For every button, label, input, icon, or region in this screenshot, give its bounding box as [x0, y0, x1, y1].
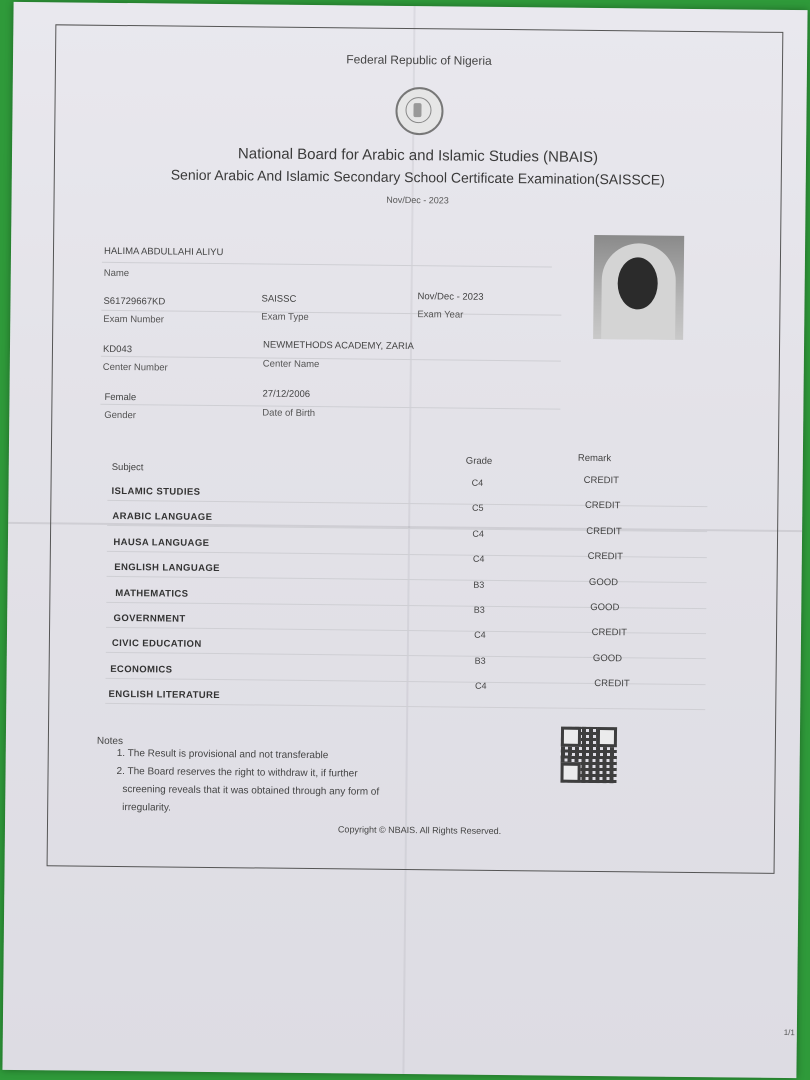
exam-title: Senior Arabic And Islamic Secondary School Certificate Examination(SAISSCE): [170, 166, 665, 188]
dob-label: Date of Birth: [262, 407, 316, 420]
exam-type-label: Exam Type: [261, 311, 309, 323]
notes-title: Notes: [96, 735, 124, 748]
qr-finder: [560, 763, 580, 783]
remark-cell: CREDIT: [587, 551, 624, 563]
copyright: Copyright © NBAIS. All Rights Reserved.: [337, 824, 502, 837]
subject-cell: ENGLISH LITERATURE: [108, 689, 221, 702]
certificate-sheet: [2, 2, 807, 1078]
grade-cell: C4: [472, 528, 485, 539]
qr-finder: [561, 727, 581, 747]
subject-cell: ENGLISH LANGUAGE: [114, 562, 220, 575]
subject-cell: HAUSA LANGUAGE: [113, 536, 210, 549]
board-title: National Board for Arabic and Islamic Studies (NBAIS): [237, 145, 599, 167]
subject-cell: MATHEMATICS: [115, 587, 189, 600]
divider: [101, 310, 561, 316]
grade-cell: B3: [473, 579, 485, 590]
exam-number-value: S61729667KD: [103, 295, 166, 308]
candidate-name-label: Name: [103, 267, 130, 280]
remark-cell: GOOD: [588, 576, 619, 588]
note-line: 2. The Board reserves the right to withdraw it, if further: [116, 765, 358, 780]
center-number-label: Center Number: [102, 361, 168, 374]
exam-session: Nov/Dec - 2023: [386, 194, 449, 206]
remark-cell: GOOD: [590, 601, 620, 614]
qr-finder: [597, 727, 617, 747]
exam-number-label: Exam Number: [103, 313, 165, 326]
nbais-seal-icon: [395, 87, 444, 136]
center-number-value: KD043: [102, 343, 133, 356]
dob-value: 27/12/2006: [262, 388, 311, 400]
grade-cell: B3: [473, 604, 485, 615]
grade-cell: C4: [471, 477, 484, 488]
exam-year-value: Nov/Dec - 2023: [417, 291, 484, 303]
note-line: irregularity.: [122, 802, 171, 814]
exam-type-value: SAISSC: [261, 293, 297, 305]
grade-header: Grade: [465, 455, 493, 467]
divider: [100, 404, 560, 410]
note-line: screening reveals that it was obtained through any form of: [122, 784, 380, 798]
country-title: Federal Republic of Nigeria: [346, 52, 492, 68]
remark-cell: CREDIT: [583, 474, 620, 487]
grade-cell: C4: [475, 680, 487, 692]
page-number: 1/1: [783, 1027, 795, 1038]
subject-cell: ECONOMICS: [110, 663, 173, 676]
gender-label: Gender: [104, 409, 137, 422]
subject-cell: ISLAMIC STUDIES: [111, 485, 201, 498]
candidate-name-value: HALIMA ABDULLAHI ALIYU: [103, 245, 224, 259]
center-name-value: NEWMETHODS ACADEMY, ZARIA: [262, 339, 414, 353]
remark-header: Remark: [577, 452, 612, 465]
grade-cell: B3: [474, 655, 486, 666]
grade-cell: C5: [471, 503, 484, 514]
divider: [101, 356, 561, 362]
qr-code-icon: [560, 727, 617, 784]
subject-cell: GOVERNMENT: [113, 612, 186, 625]
remark-cell: GOOD: [592, 652, 623, 665]
remark-cell: CREDIT: [594, 678, 630, 690]
remark-cell: CREDIT: [584, 500, 621, 512]
subject-cell: ARABIC LANGUAGE: [112, 511, 213, 524]
divider: [102, 262, 552, 268]
gender-value: Female: [104, 391, 137, 404]
center-name-label: Center Name: [262, 358, 320, 371]
remark-cell: CREDIT: [591, 627, 628, 639]
subject-cell: CIVIC EDUCATION: [111, 638, 202, 651]
exam-year-label: Exam Year: [417, 309, 464, 321]
grade-cell: C4: [472, 553, 485, 565]
note-line: 1. The Result is provisional and not transferable: [116, 747, 329, 762]
row-divider: [105, 703, 705, 710]
certificate-frame: [47, 24, 784, 874]
candidate-photo: [593, 235, 684, 340]
grade-cell: C4: [474, 630, 486, 641]
remark-cell: CREDIT: [586, 525, 622, 538]
subject-header: Subject: [111, 461, 144, 474]
